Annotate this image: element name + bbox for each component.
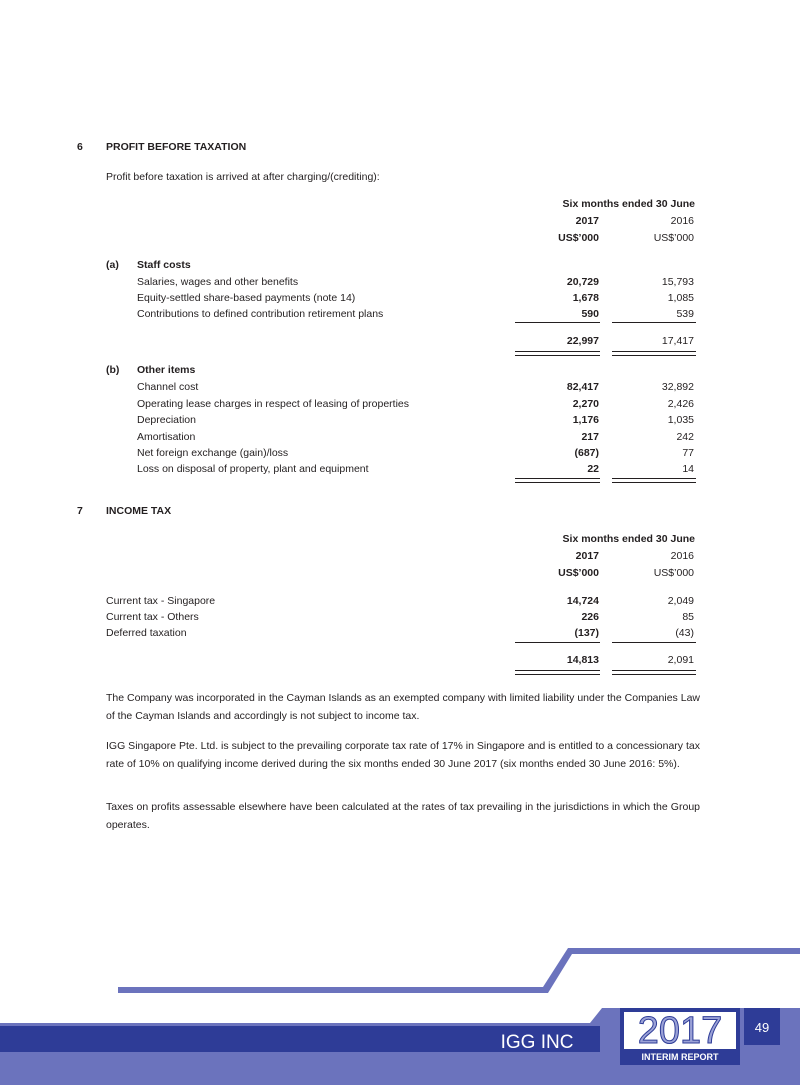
subtotal-rule [515, 642, 600, 643]
value-2017: 22 [587, 463, 599, 475]
paragraph: Taxes on profits assessable elsewhere have been calculated at the rates of tax prevailing in the jurisdictions in which the Group operates. [106, 801, 700, 831]
row-label: Net foreign exchange (gain)/loss [137, 447, 289, 459]
value-2016: 1,085 [667, 292, 694, 304]
report-name: INTERIM REPORT [641, 1052, 719, 1062]
staff-costs-total-2017: 22,997 [566, 335, 599, 347]
total-double-rule [515, 478, 600, 483]
footer-accent-band [118, 948, 800, 993]
value-2017: (687) [574, 447, 599, 459]
year-2016-header: 2016 [670, 550, 694, 562]
value-2017: 20,729 [566, 276, 599, 288]
section-7-title: INCOME TAX [106, 505, 172, 517]
value-2016: 32,892 [661, 381, 694, 393]
value-2016: 15,793 [661, 276, 694, 288]
value-2017: 1,176 [572, 414, 599, 426]
value-2017: 590 [581, 308, 599, 320]
value-2017: 14,724 [566, 595, 599, 607]
row-label: Current tax - Singapore [106, 595, 216, 607]
value-2016: 2,049 [667, 595, 694, 607]
subtotal-rule [612, 642, 696, 643]
section-6-intro: Profit before taxation is arrived at after charging/(crediting): [106, 171, 380, 183]
footer-decoration [0, 940, 800, 1085]
value-2016: 2,426 [667, 398, 694, 410]
value-2017: 217 [581, 431, 599, 443]
value-2017: (137) [574, 627, 599, 639]
value-2016: 14 [682, 463, 694, 475]
income-tax-total-2017: 14,813 [566, 654, 599, 666]
value-2017: 1,678 [572, 292, 599, 304]
value-2017: 82,417 [566, 381, 599, 393]
unit-2016-header: US$’000 [653, 232, 694, 244]
period-header: Six months ended 30 June [562, 198, 695, 210]
value-2016: 85 [682, 611, 694, 623]
total-double-rule [612, 351, 696, 356]
row-label: Operating lease charges in respect of leasing of properties [137, 398, 409, 410]
paragraph: IGG Singapore Pte. Ltd. is subject to the prevailing corporate tax rate of 17% in Singapore and is entitled to a concessionary tax rate of 10% on qualifying income derived during the six months ended 30 June 2017 (six months ended 30 June 2016: 5%). [106, 740, 700, 770]
staff-costs-total-2016: 17,417 [661, 335, 694, 347]
value-2016: (43) [675, 627, 694, 639]
unit-2017-header: US$’000 [558, 567, 599, 579]
page-number: 49 [754, 1020, 770, 1035]
row-label: Salaries, wages and other benefits [137, 276, 299, 288]
year-2017-header: 2017 [575, 550, 599, 562]
paragraph: The Company was incorporated in the Cayman Islands as an exempted company with limited liability under the Companies Law of the Cayman Islands and accordingly is not subject to income tax. [106, 692, 700, 722]
total-double-rule [515, 351, 600, 356]
row-label: Current tax - Others [106, 611, 199, 623]
period-header: Six months ended 30 June [562, 533, 695, 545]
company-name: IGG INC [500, 1032, 574, 1053]
total-double-rule [612, 670, 696, 675]
row-label: Contributions to defined contribution retirement plans [137, 308, 384, 320]
total-double-rule [612, 478, 696, 483]
total-double-rule [515, 670, 600, 675]
item-b-label: (b) [106, 364, 120, 376]
section-7-number: 7 [77, 505, 83, 517]
value-2017: 226 [581, 611, 599, 623]
year-2016-header: 2016 [670, 215, 694, 227]
income-tax-total-2016: 2,091 [667, 654, 694, 666]
section-6-number: 6 [77, 141, 83, 153]
subtotal-rule [515, 322, 600, 323]
subtotal-rule [612, 322, 696, 323]
row-label: Depreciation [137, 414, 196, 426]
row-label: Loss on disposal of property, plant and equipment [137, 463, 369, 475]
row-label: Equity-settled share-based payments (note 14) [137, 292, 356, 304]
year-2017-header: 2017 [575, 215, 599, 227]
row-label: Deferred taxation [106, 627, 187, 639]
value-2017: 2,270 [572, 398, 599, 410]
value-2016: 1,035 [667, 414, 694, 426]
value-2016: 77 [682, 447, 694, 459]
unit-2017-header: US$’000 [558, 232, 599, 244]
unit-2016-header: US$’000 [653, 567, 694, 579]
row-label: Channel cost [137, 381, 199, 393]
report-year: 2017 [637, 1010, 723, 1052]
row-label: Amortisation [137, 431, 196, 443]
item-a-label: (a) [106, 259, 119, 271]
value-2016: 539 [676, 308, 694, 320]
item-b-title: Other items [137, 364, 196, 376]
section-6-title: PROFIT BEFORE TAXATION [106, 141, 247, 153]
value-2016: 242 [676, 431, 694, 443]
item-a-title: Staff costs [137, 259, 191, 271]
